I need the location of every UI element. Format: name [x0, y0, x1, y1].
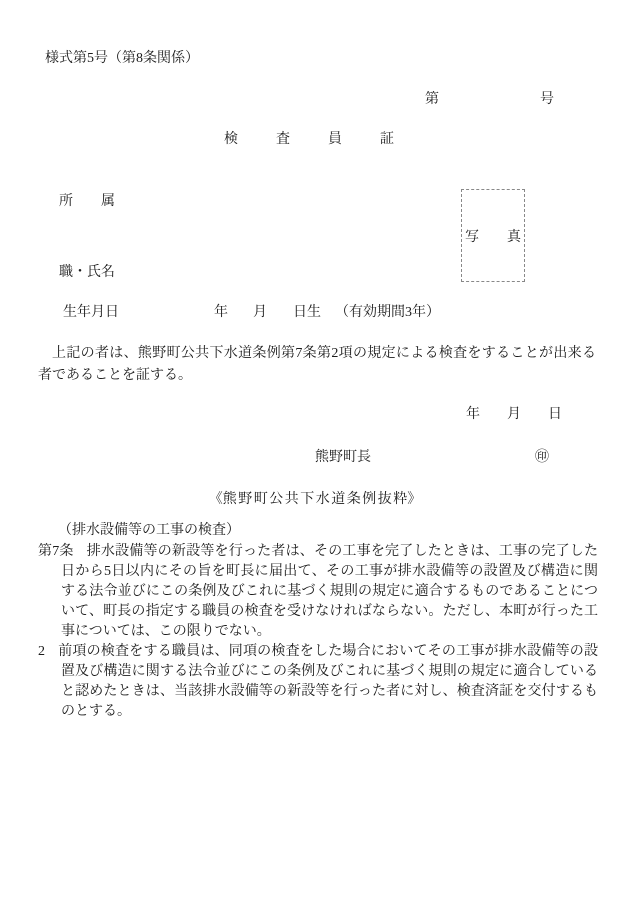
photo-box-label: 写 真 — [465, 229, 521, 245]
doc-number-prefix: 第 — [425, 92, 439, 107]
ordinance-excerpt-body — [38, 542, 598, 722]
ordinance-excerpt-subheading: （排水設備等の工事の検査） — [58, 523, 240, 538]
doc-number-suffix: 号 — [540, 92, 554, 107]
issue-date-day-label: 日 — [548, 407, 562, 422]
birthdate-label: 生年月日 — [63, 305, 119, 320]
job-name-label: 職・氏名 — [59, 265, 115, 280]
certificate-title: 検 査 員 証 — [224, 132, 406, 147]
ordinance-excerpt-heading: 《熊 野 町 公 共 下 水 道 条 例 抜 粋》 — [208, 492, 422, 507]
birthdate-month-label: 月 — [253, 305, 267, 320]
issue-date-month-label: 月 — [507, 407, 521, 422]
seal-mark-icon: ㊞ — [535, 450, 549, 465]
issue-date-year-label: 年 — [466, 407, 480, 422]
form-number-label: 様式第5号（第8条関係） — [45, 51, 199, 66]
birthdate-year-label: 年 — [214, 305, 228, 320]
article-7-paragraph — [38, 542, 598, 642]
article-7-paragraph-2 — [38, 642, 598, 722]
birthdate-day-label: 日生 — [293, 305, 321, 320]
article-7-text: 排水設備等の新設等を行った者は、その工事を完了したときは、工事の完了した日から5日以内にその旨を町長に届出て、その工事が排水設備等の設置及び構造に関する法令並びにこの条例及びこれに基づく規則の規定に適合するものであることについて、町長の指定する職員の検査を受けなければならない。ただし、本町が行った工事については、この限りでない。 — [61, 544, 599, 639]
article-7-label: 第7条 — [38, 544, 74, 559]
issuer-title: 熊野町長 — [315, 450, 371, 465]
paragraph-2-label: 2 — [38, 644, 45, 659]
affiliation-label: 所 属 — [59, 194, 115, 209]
validity-period-label: （有効期間3年） — [335, 305, 440, 320]
photo-box — [461, 189, 525, 282]
certification-statement: 上記の者は、熊野町公共下水道条例第7条第2項の規定による検査をすることが出来る者であることを証する。 — [38, 346, 596, 383]
paragraph-2-text: 前項の検査をする職員は、同項の検査をした場合においてその工事が排水設備等の設置及び構造に関する法令並びにこの条例及びこれに基づく規則の規定に適合していると認めたときは、当該排水設備等の新設等を行った者に対し、検査済証を交付するものとする。 — [58, 644, 598, 719]
